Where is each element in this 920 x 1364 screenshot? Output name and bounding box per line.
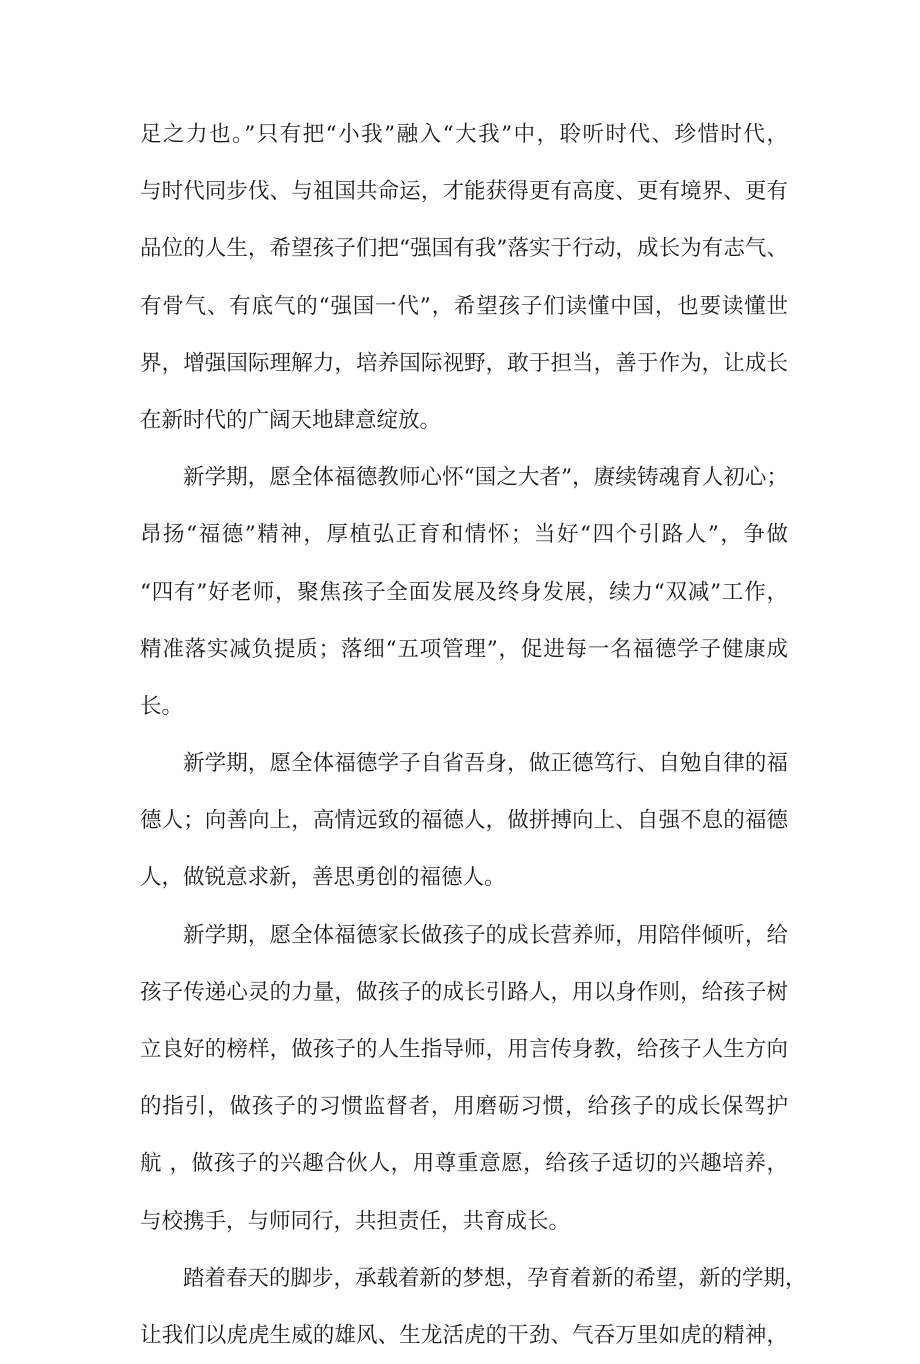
paragraph-3 [140, 735, 788, 907]
text-line: 让我们以虎虎生威的雄风、生龙活虎的干劲、气吞万里如虎的精神， [140, 1322, 788, 1348]
text-line: 品位的人生，希望孩子们把“强国有我”落实于行动，成长为有志气、 [140, 236, 788, 262]
text-line: 孩子传递心灵的力量，做孩子的成长引路人，用以身作则，给孩子树 [140, 979, 788, 1005]
text-line: 足之力也。”只有把“小我”融入“大我”中，聆听时代、珍惜时代， [140, 122, 788, 147]
text-line: 航 ，做孩子的兴趣合伙人，用尊重意愿，给孩子适切的兴趣培养， [140, 1151, 788, 1177]
text-line: 新学期，愿全体福德学子自省吾身，做正德笃行、自勉自律的福 [183, 751, 788, 777]
text-line: 德人；向善向上，高情远致的福德人，做拼搏向上、自强不息的福德 [140, 808, 788, 834]
text-line: 与校携手，与师同行，共担责任，共育成长。 [140, 1208, 571, 1234]
paragraph-1 [140, 106, 788, 449]
text-line: 立良好的榜样，做孩子的人生指导师，用言传身教，给孩子人生方向 [140, 1037, 788, 1062]
text-line: 长。 [140, 693, 184, 719]
text-line: 在新时代的广阔天地肆意绽放。 [140, 407, 442, 433]
text-line: 有骨气、有底气的“强国一代”，希望孩子们读懂中国，也要读懂世 [140, 293, 788, 319]
text-line: “四有”好老师，聚焦孩子全面发展及终身发展，续力“双减”工作， [140, 579, 788, 605]
text-line: 的指引，做孩子的习惯监督者，用磨砺习惯，给孩子的成长保驾护 [140, 1094, 788, 1120]
text-line: 新学期，愿全体福德家长做孩子的成长营养师，用陪伴倾听，给 [183, 922, 788, 948]
paragraph-2 [140, 449, 788, 735]
text-line: 人，做锐意求新，善思勇创的福德人。 [140, 865, 506, 891]
text-line: 与时代同步伐、与祖国共命运，才能获得更有高度、更有境界、更有 [140, 179, 788, 205]
text-line: 昂扬“福德”精神，厚植弘正育和情怀；当好“四个引路人”，争做 [140, 522, 788, 548]
text-line: 新学期，愿全体福德教师心怀“国之大者”，赓续铸魂育人初心； [183, 465, 788, 491]
text-line: 精准落实减负提质；落细“五项管理”，促进每一名福德学子健康成 [140, 636, 788, 662]
paragraph-5 [140, 1250, 807, 1364]
text-line: 踏着春天的脚步，承载着新的梦想，孕育着新的希望，新的学期， [183, 1265, 807, 1291]
paragraph-4 [140, 907, 788, 1250]
document-body [140, 106, 807, 1364]
text-line: 界，增强国际理解力，培养国际视野，敢于担当，善于作为，让成长 [140, 350, 788, 376]
